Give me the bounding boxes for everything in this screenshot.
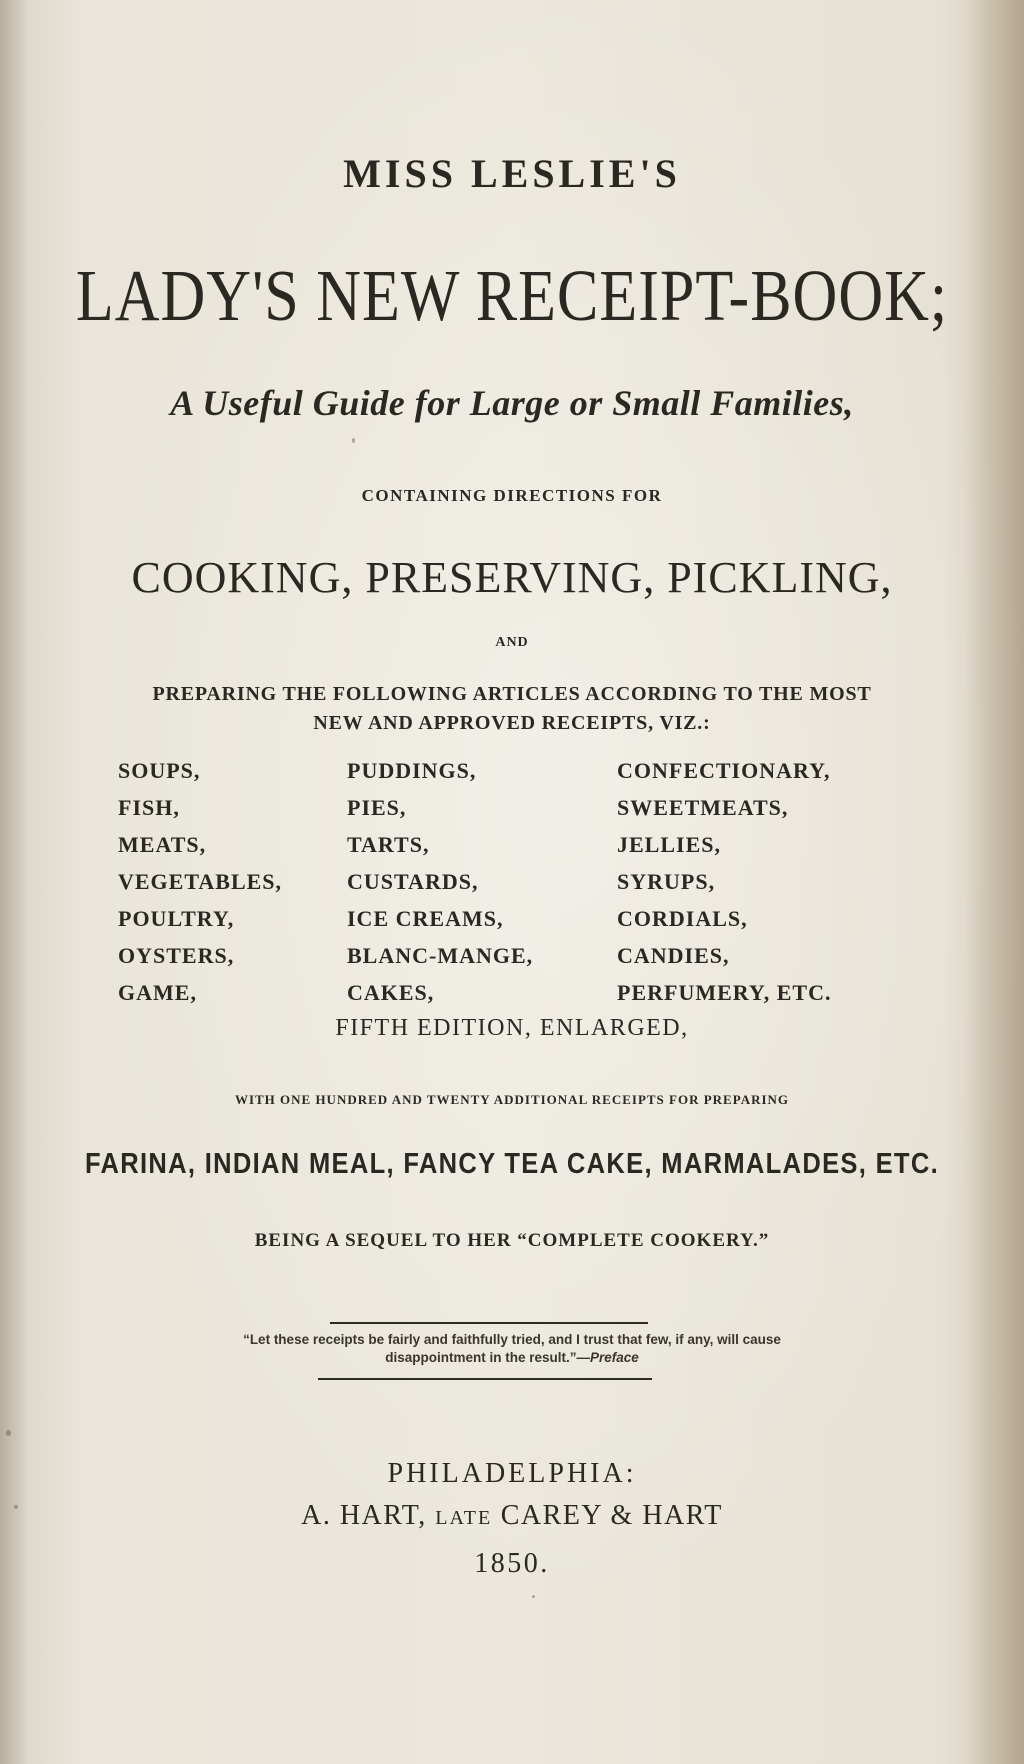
quote-line-1: “Let these receipts be fairly and faithfully tried, and I trust that few, if any, will cause [243, 1332, 781, 1347]
article-item: POULTRY, [118, 906, 235, 931]
article-item: BLANC-MANGE, [347, 943, 534, 968]
article-item: JELLIES, [617, 832, 721, 857]
bottom-rule [318, 1378, 652, 1380]
additional-receipts-label: WITH ONE HUNDRED AND TWENTY ADDITIONAL RECEIPTS FOR PREPARING [234, 1092, 790, 1107]
article-item: MEATS, [118, 832, 207, 857]
publisher-name: A. HART, [301, 1500, 427, 1531]
foxing-speck [352, 438, 355, 443]
article-item: CAKES, [347, 980, 435, 1005]
article-item: OYSTERS, [118, 943, 235, 968]
article-item: VEGETABLES, [118, 869, 283, 894]
preparing-line-1: PREPARING THE FOLLOWING ARTICLES ACCORDING TO THE MOST [152, 683, 872, 705]
foxing-speck [6, 1430, 11, 1436]
quote-line-2 [130, 1349, 894, 1367]
main-topics: COOKING, PRESERVING, PICKLING, [131, 553, 893, 602]
containing-label: CONTAINING DIRECTIONS FOR [361, 486, 663, 505]
additional-items: FARINA, INDIAN MEAL, FANCY TEA CAKE, MARMALADES, ETC. [84, 1148, 940, 1180]
articles-column-1 [118, 752, 282, 1011]
foxing-speck [14, 1505, 18, 1509]
and-label: AND [495, 635, 529, 650]
imprint-publisher [0, 1500, 1024, 1532]
preparing-text [0, 680, 1024, 738]
publisher-late: LATE [435, 1507, 493, 1529]
articles-column-3 [617, 752, 831, 1011]
subtitle: A Useful Guide for Large or Small Families, [170, 383, 854, 423]
imprint-year: 1850. [474, 1548, 550, 1579]
sequel-note: BEING A SEQUEL TO HER “COMPLETE COOKERY.” [254, 1230, 770, 1251]
article-item: ICE CREAMS, [347, 906, 504, 931]
article-item: PUDDINGS, [347, 758, 477, 783]
article-item: SYRUPS, [617, 869, 716, 894]
article-item: CORDIALS, [617, 906, 748, 931]
articles-column-2 [347, 752, 533, 1011]
top-rule [330, 1322, 648, 1324]
edition: FIFTH EDITION, ENLARGED, [335, 1015, 689, 1041]
imprint-city: PHILADELPHIA: [387, 1458, 637, 1489]
quote-attribution: Preface [589, 1350, 639, 1365]
article-item: GAME, [118, 980, 197, 1005]
quote-line-2-text: disappointment in the result.”— [385, 1350, 590, 1365]
title-main: LADY'S NEW RECEIPT-BOOK; [75, 256, 949, 337]
article-item: PIES, [347, 795, 407, 820]
article-item: PERFUMERY, ETC. [617, 980, 832, 1005]
article-item: CUSTARDS, [347, 869, 479, 894]
title-author: MISS LESLIE'S [343, 151, 681, 196]
publisher-former: CAREY & HART [500, 1500, 723, 1531]
article-item: SOUPS, [118, 758, 201, 783]
preparing-line-2: NEW AND APPROVED RECEIPTS, VIZ.: [313, 712, 711, 734]
article-item: TARTS, [347, 832, 430, 857]
article-item: CONFECTIONARY, [617, 758, 831, 783]
epigraph-quote [130, 1331, 894, 1367]
article-item: CANDIES, [617, 943, 730, 968]
article-item: SWEETMEATS, [617, 795, 789, 820]
article-item: FISH, [118, 795, 180, 820]
foxing-speck [532, 1595, 535, 1598]
